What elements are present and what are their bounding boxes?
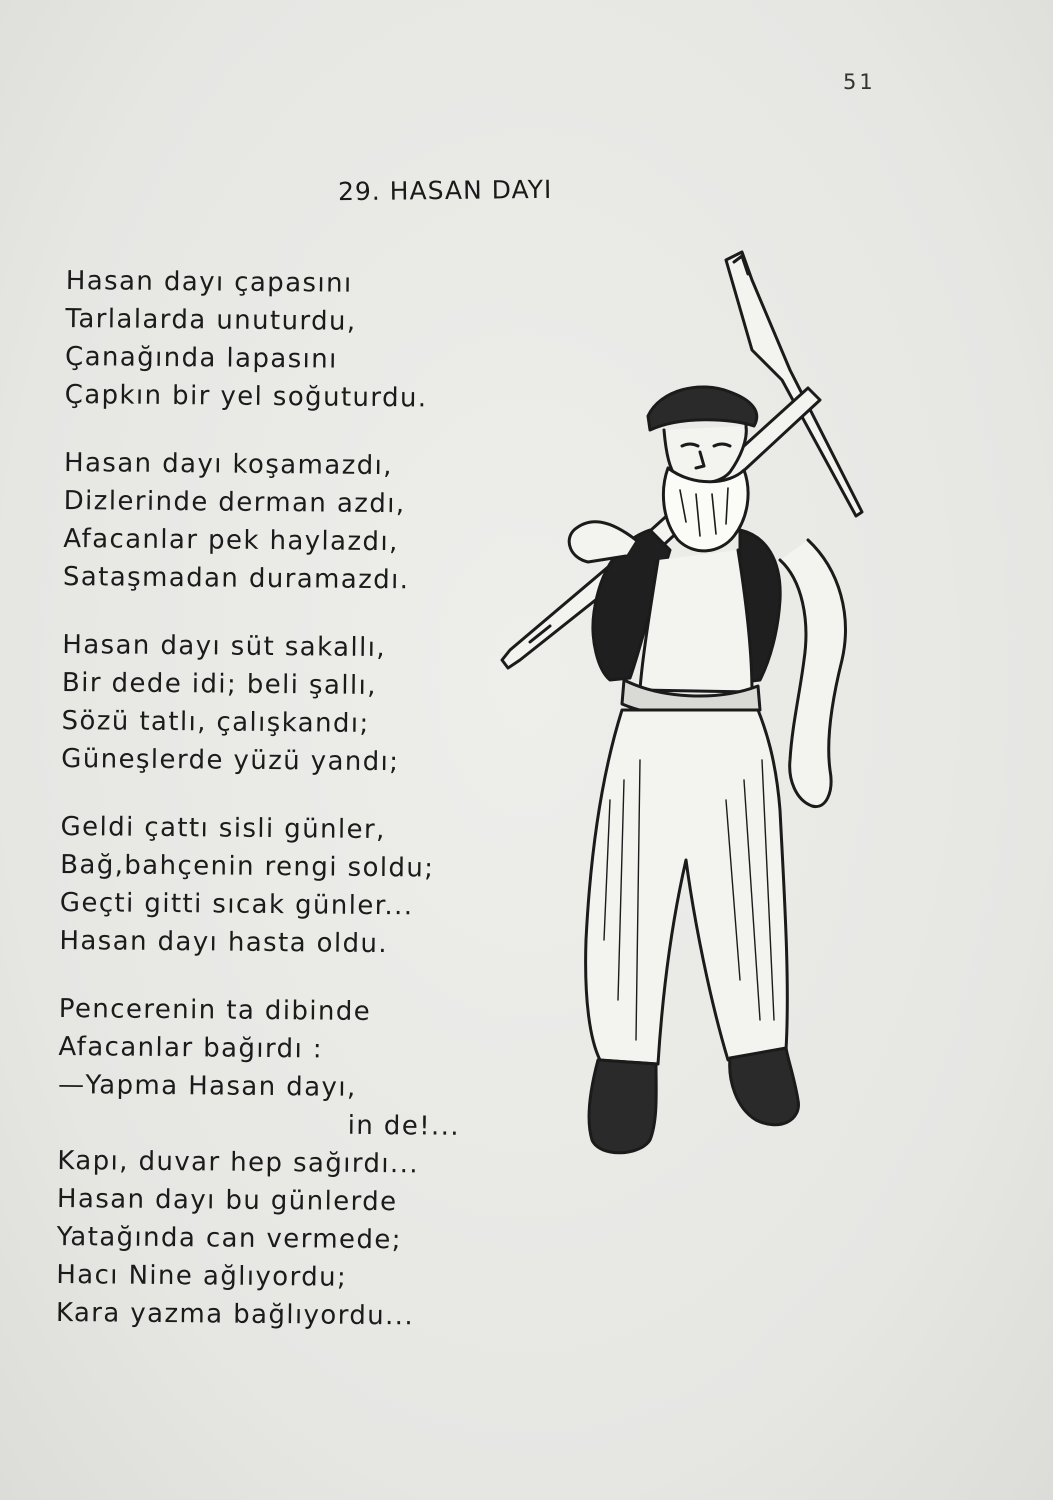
poem-line: Çanağında lapasını — [64, 341, 338, 375]
poem-line: Sözü tatlı, çalışkandı; — [61, 705, 370, 739]
poem-line: —Yapma Hasan dayı, — [57, 1069, 357, 1103]
poem-line: Tarlalarda unuturdu, — [65, 303, 357, 337]
poem-line: Dizlerinde derman azdı, — [63, 485, 406, 520]
poem-line: Pencerenin ta dibinde — [58, 993, 372, 1027]
poem-line: Geldi çattı sisli günler, — [60, 811, 386, 846]
poem-line: Hasan dayı çapasını — [65, 265, 353, 299]
poem-line: Sataşmadan duramazdı. — [62, 561, 410, 596]
poem-line: Bağ,bahçenin rengi soldu; — [60, 849, 435, 884]
poem-line: Hacı Nine ağlıyordu; — [56, 1259, 348, 1293]
poem-line: Çapkın bir yel soğuturdu. — [64, 379, 428, 414]
poem-title: 29. HASAN DAYI — [337, 174, 553, 207]
poem-line: Bir dede idi; beli şallı, — [61, 667, 377, 702]
poem-line: Güneşlerde yüzü yandı; — [61, 743, 400, 778]
stanza-1 — [65, 262, 536, 419]
poem-line: Hasan dayı süt sakallı, — [62, 629, 387, 664]
stanza-2 — [63, 444, 534, 601]
poem-line: Hasan dayı koşamazdı, — [63, 447, 394, 482]
poem-line: Afacanlar pek haylazdı, — [63, 523, 399, 558]
stanza-5 — [56, 990, 529, 1336]
stanza-3 — [61, 626, 532, 783]
page-number: 51 — [843, 70, 876, 94]
old-man-with-pickaxe-drawing — [490, 240, 890, 1190]
poem-line: Hasan dayı hasta oldu. — [59, 925, 389, 960]
poem-body — [55, 262, 536, 1366]
poem-line: Hasan dayı bu günlerde — [56, 1183, 398, 1218]
stanza-4 — [59, 808, 530, 965]
poem-line: Geçti gitti sıcak günler... — [59, 887, 414, 922]
poem-line: Afacanlar bağırdı : — [58, 1031, 324, 1065]
poem-line: Kapı, duvar hep sağırdı... — [57, 1145, 420, 1180]
poem-line: Kara yazma bağlıyordu... — [55, 1297, 415, 1332]
poem-line: Yatağında can vermede; — [56, 1221, 403, 1256]
poem-line: in de!... — [347, 1110, 461, 1142]
